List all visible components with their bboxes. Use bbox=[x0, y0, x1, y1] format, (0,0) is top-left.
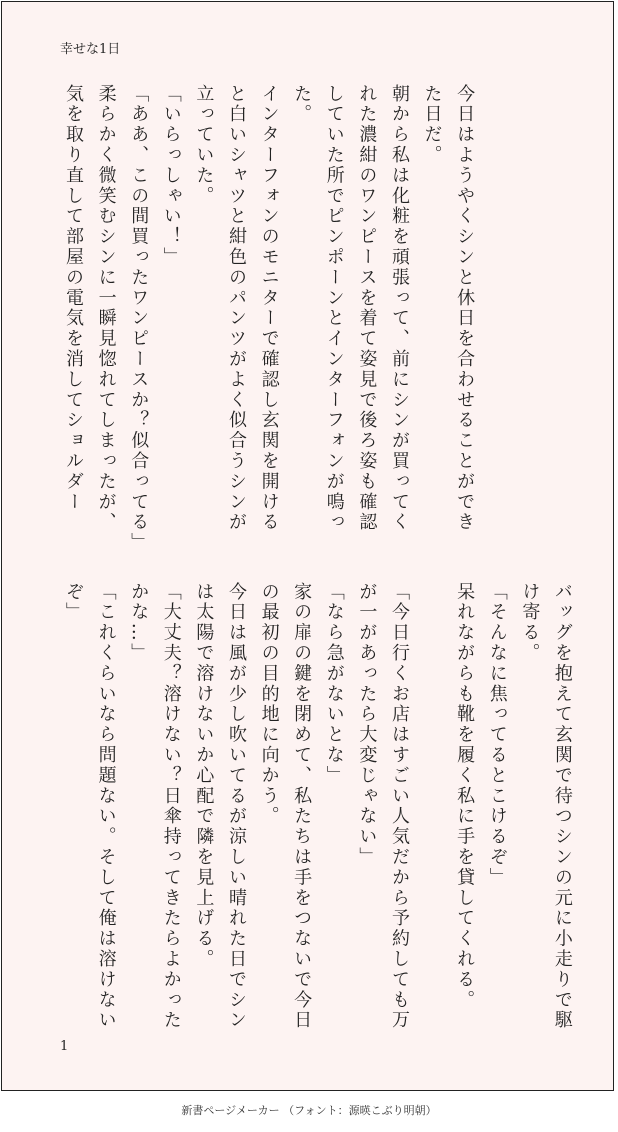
text-line: の最初の目的地に向かう。 bbox=[258, 582, 280, 827]
text-line: 今日はようやくシンと休日を合わせることができ bbox=[454, 84, 476, 533]
text-line-blank bbox=[421, 582, 443, 1002]
text-line: かな…」 bbox=[128, 582, 150, 664]
text-line: 今日は風が少し吹いてるが涼しい晴れた日でシン bbox=[225, 582, 247, 1031]
text-line: 呆れながらも靴を履く私に手を貸してくれる。 bbox=[454, 582, 476, 1011]
text-line: 「これくらいなら問題ない。そして俺は溶けない bbox=[95, 582, 117, 1031]
text-line: 柔らかく微笑むシンに一瞬見惚れてしまったが、 bbox=[95, 84, 117, 533]
text-line: が一があったら大変じゃない」 bbox=[356, 582, 378, 868]
text-line: 「いらっしゃい！」 bbox=[160, 84, 182, 268]
text-line: は太陽で溶けないか心配で隣を見上げる。 bbox=[193, 582, 215, 970]
page-number: 1 bbox=[60, 1039, 69, 1054]
text-line: 家の扉の鍵を閉めて、私たちは手をつないで今日 bbox=[291, 582, 313, 1031]
text-block-bottom bbox=[62, 582, 573, 1031]
text-line: 気を取り直して部屋の電気を消してショルダー bbox=[63, 84, 84, 513]
text-line: た日だ。 bbox=[421, 84, 443, 166]
text-line: と白いシャツと紺色のパンツがよく似合うシンが bbox=[225, 84, 247, 533]
text-line: ぞ」 bbox=[63, 582, 84, 623]
text-line: 「ああ、この間買ったワンピースか？似合ってる」 bbox=[128, 84, 150, 554]
text-line: け寄る。 bbox=[519, 582, 541, 664]
text-line: 朝から私は化粧を頑張って、前にシンが買ってく bbox=[388, 84, 410, 533]
text-line: 「今日行くお店はすごい人気だから予約しても万 bbox=[388, 582, 410, 1031]
text-line: バッグを抱えて玄関で待つシンの元に小走りで駆 bbox=[551, 582, 573, 1031]
text-line: 「なら急がないとな」 bbox=[323, 582, 345, 786]
text-block-top bbox=[62, 84, 476, 554]
text-line: れた濃紺のワンピースを着て姿見で後ろ姿も確認 bbox=[356, 84, 378, 533]
text-line: た。 bbox=[291, 84, 313, 125]
manuscript-page bbox=[1, 1, 614, 1091]
app-credit: 新書ページメーカー （フォント：源暎こぶり明朝） bbox=[181, 1104, 437, 1117]
page-title: 幸せな1日 bbox=[60, 42, 121, 57]
text-line: していた所でピンポーンとインターフォンが鳴っ bbox=[323, 84, 345, 533]
text-line: 「大丈夫？溶けない？日傘持ってきたらよかった bbox=[160, 582, 182, 1031]
text-line: 「そんなに焦ってるとこけるぞ」 bbox=[486, 582, 508, 888]
text-line: インターフォンのモニターで確認し玄関を開ける bbox=[258, 84, 280, 533]
text-line: 立っていた。 bbox=[193, 84, 215, 207]
